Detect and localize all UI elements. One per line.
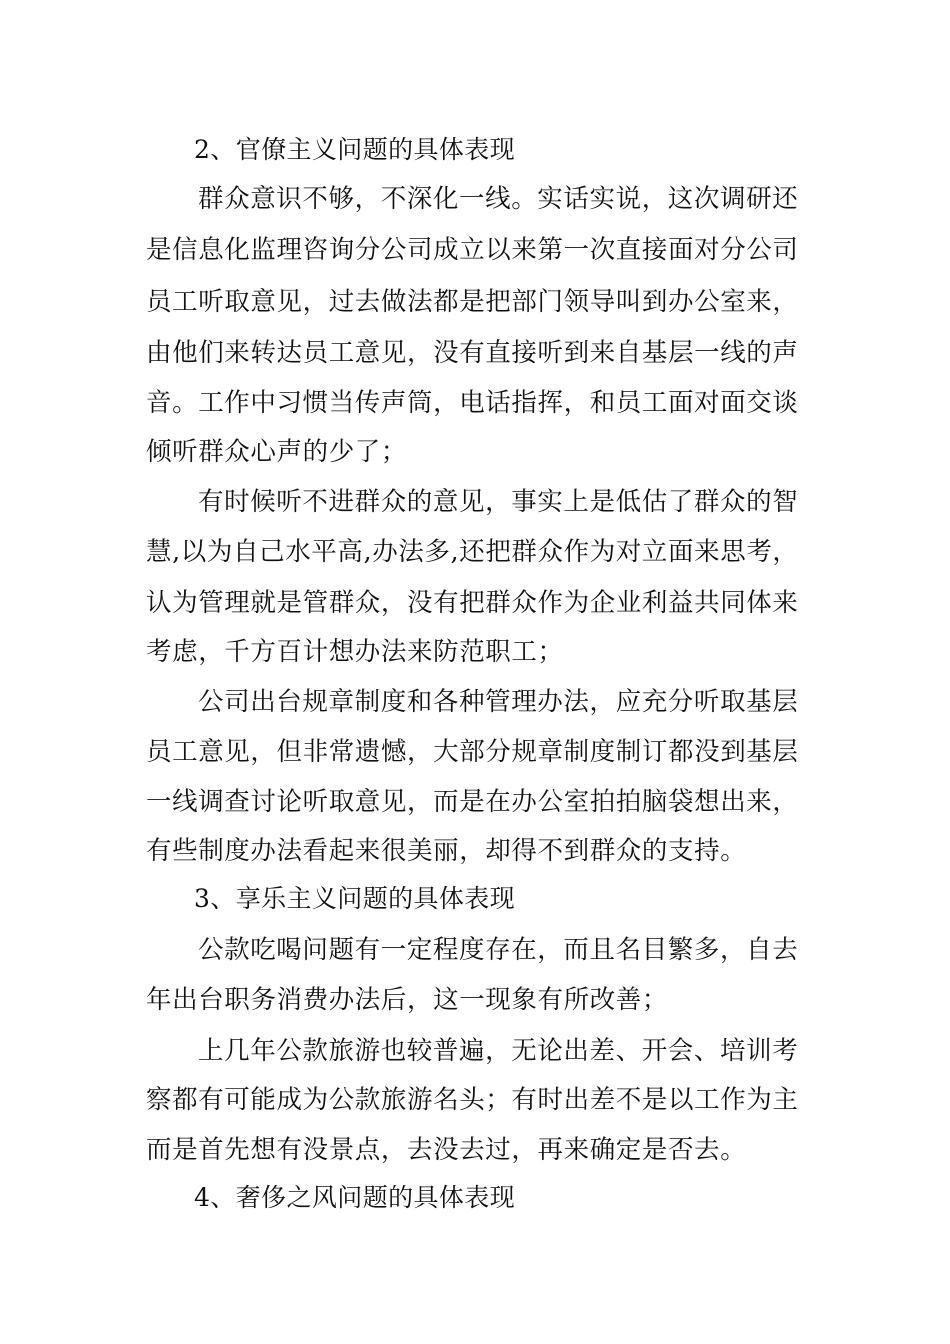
- paragraph-line: 公款吃喝问题有一定程度存在，而且名目繁多，自去: [198, 935, 799, 965]
- paragraph-line: 上几年公款旅游也较普遍，无论出差、开会、培训考: [198, 1036, 799, 1066]
- section-heading-4: 4、奢侈之风问题的具体表现: [194, 1183, 516, 1212]
- paragraph-line: 年出台职务消费办法后，这一现象有所改善；: [146, 985, 669, 1015]
- paragraph-line: 考虑，千方百计想办法来防范职工；: [146, 637, 564, 667]
- paragraph-line: 而是首先想有没景点，去没去过，再来确定是否去。: [146, 1135, 747, 1165]
- paragraph-line: 是信息化监理咨询分公司成立以来第一次直接面对分公司: [146, 235, 799, 265]
- section-heading-3: 3、享乐主义问题的具体表现: [194, 884, 516, 913]
- paragraph-line: 有些制度办法看起来很美丽，却得不到群众的支持。: [146, 836, 747, 866]
- paragraph-line: 慧,以为自己水平高,办法多,还把群众作为对立面来思考，: [146, 537, 799, 567]
- paragraph-line: 认为管理就是管群众，没有把群众作为企业利益共同体来: [146, 588, 799, 618]
- paragraph-line: 群众意识不够，不深化一线。实话实说，这次调研还: [198, 184, 799, 214]
- paragraph-line: 公司出台规章制度和各种管理办法，应充分听取基层: [198, 687, 799, 717]
- paragraph-line: 员工听取意见，过去做法都是把部门领导叫到办公室来，: [146, 287, 799, 317]
- paragraph-line: 员工意见，但非常遗憾，大部分规章制度制订都没到基层: [146, 737, 799, 767]
- paragraph-line: 一线调查讨论听取意见，而是在办公室拍拍脑袋想出来，: [146, 787, 799, 817]
- paragraph-line: 察都有可能成为公款旅游名头；有时出差不是以工作为主: [146, 1085, 799, 1115]
- paragraph-line: 倾听群众心声的少了；: [146, 437, 408, 467]
- paragraph-line: 由他们来转达员工意见，没有直接听到来自基层一线的声: [146, 338, 799, 368]
- section-heading-2: 2、官僚主义问题的具体表现: [194, 135, 516, 164]
- paragraph-line: 音。工作中习惯当传声筒，电话指挥，和员工面对面交谈: [146, 388, 799, 418]
- paragraph-line: 有时候听不进群众的意见，事实上是低估了群众的智: [198, 487, 799, 517]
